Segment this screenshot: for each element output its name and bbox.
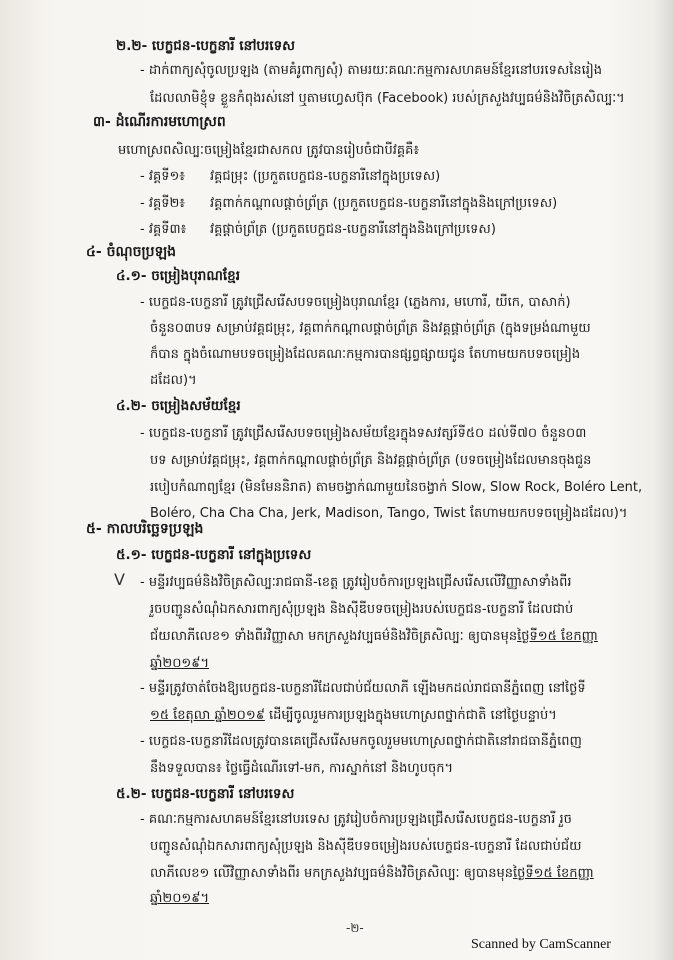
page-number: -២- bbox=[346, 921, 364, 935]
round-1-text: វគ្គជម្រុះ (ប្រកួតបេក្ខជន-បេក្ខនារីនៅក្នុងប្រទេស) bbox=[210, 169, 441, 184]
section-4-2-line: Boléro, Cha Cha Cha, Jerk, Madison, Tango, Twist តែហាមយកបទចម្រៀងដដែល)។ bbox=[150, 506, 628, 521]
section-5-1-bullet-2-line: - មន្ទីរត្រូវចាត់ចែងឱ្យបេក្ខជន-បេក្ខនារីដែលជាប់ជ័យលាភី ឡើងមកដល់រាជធានីភ្នំពេញ នៅថ្ងៃទី bbox=[140, 681, 586, 696]
section-4-2-line: - បេក្ខជន-បេក្ខនារី ត្រូវជ្រើសរើសបទចម្រៀងសម័យខ្មែរក្នុងទសវត្សរ៍ទី៥០ ដល់ទី៧០ ចំនួន០៣ bbox=[140, 426, 587, 441]
section-4-2-line: របៀបកំណាព្យខ្មែរ (មិនមែននិរាត) តាមចង្វាក់ណាមួយនៃចង្វាក់ Slow, Slow Rock, Boléro Lent, bbox=[150, 480, 643, 495]
section-5-2-line: - គណៈកម្មការសហគមន៍ខ្មែរនៅបរទេស ត្រូវរៀបចំការប្រឡងជ្រើសរើសបេក្ខជន-បេក្ខនារី រួច bbox=[140, 812, 572, 827]
section-5-1-bullet-1-line: - មន្ទីរវប្បធម៌និងវិចិត្រសិល្បៈរាជធានី-ខេត្ត ត្រូវរៀបចំការប្រឡងជ្រើសរើសលើវិញ្ញាសាទាំងពីរ bbox=[140, 575, 572, 590]
deadline-date: ថ្ងៃទី១៥ ខែកញ្ញា bbox=[517, 629, 598, 644]
section-4-heading: ៤- ចំណុចប្រឡង bbox=[86, 244, 177, 260]
round-3-text: វគ្គផ្ដាច់ព្រ័ត្រ (ប្រកួតបេក្ខជន-បេក្ខនារីនៅក្នុងនិងក្រៅប្រទេស) bbox=[210, 222, 496, 237]
section-5-1-bullet-3-line: នឹងទទួលបាន៖ ថ្លៃធ្វើដំណើរទៅ-មក, ការស្នាក់នៅ និងហូបចុក។ bbox=[150, 761, 454, 776]
section-4-1-line: ក៏បាន ក្នុងចំណោមបទចម្រៀងដែលគណៈកម្មការបានផ្សព្វផ្សាយជូន តែហាមយកបទចម្រៀង bbox=[150, 347, 581, 362]
section-4-2-line: បទ សម្រាប់វគ្គជម្រុះ, វគ្គពាក់កណ្ដាលផ្ដាច់ព្រ័ត្រ និងវគ្គផ្ដាច់ព្រ័ត្រ (បទចម្រៀងដែលមានចុងជួន bbox=[150, 453, 592, 468]
section-5-1-heading: ៥.១- បេក្ខជន-បេក្ខនារី នៅក្នុងប្រទេស bbox=[116, 547, 312, 563]
deadline-date: ថ្ងៃទី១៥ ខែកញ្ញា bbox=[513, 866, 594, 881]
section-5-1-bullet-2-line bbox=[150, 707, 557, 725]
handwritten-check-mark: V bbox=[114, 570, 125, 589]
section-3-intro: មហោស្រពសិល្បៈចម្រៀងខ្មែរជាសកល ត្រូវបានរៀបចំជាបីវគ្គគឺ៖ bbox=[118, 143, 420, 158]
deadline-year: ឆ្នាំ២០១៩។ bbox=[150, 891, 210, 906]
section-5-heading: ៥- កាលបរិច្ឆេទប្រឡង bbox=[86, 521, 204, 537]
section-5-2-line: បញ្ជូនសំណុំឯកសារពាក្យសុំប្រឡង និងស៊ីឌីបទចម្រៀងរបស់បេក្ខជន-បេក្ខនារី ដែលជាប់ជ័យ bbox=[150, 839, 582, 854]
section-4-1-heading: ៤.១- ចម្រៀងបុរាណខ្មែរ bbox=[116, 268, 240, 284]
section-4-1-line: ដដែល)។ bbox=[150, 373, 197, 388]
section-2-2-text-line: ដែលលាមិខ្ញុំទ ខ្លួនកំពុងរស់នៅ ឬតាមហ្វេសប៊ុក (Facebook) របស់ក្រសួងវប្បធម៌និងវិចិត្រសិល្បៈ។ bbox=[150, 91, 625, 106]
section-5-1-text: ជ័យលាភីលេខ១ ទាំងពីរវិញ្ញាសា មកក្រសួងវប្បធម៌និងវិចិត្រសិល្បៈ ឲ្យបានមុន bbox=[150, 629, 518, 644]
section-2-2-heading: ២.២- បេក្ខជន-បេក្ខនារី នៅបរទេស bbox=[116, 38, 295, 54]
section-5-2-line bbox=[150, 865, 594, 883]
section-4-2-heading: ៤.២- ចម្រៀងសម័យខ្មែរ bbox=[116, 398, 241, 414]
section-3-heading: ៣- ដំណើរការមហោស្រព bbox=[93, 114, 226, 130]
round-1-label: - វគ្គទី១៖ bbox=[140, 169, 186, 184]
section-5-1-bullet-1-line: រួចបញ្ជូនសំណុំឯកសារពាក្យសុំប្រឡង និងស៊ីឌីបទចម្រៀងរបស់បេក្ខជន-បេក្ខនារី ដែលជាប់ bbox=[150, 602, 574, 617]
round-3-label: - វគ្គទី៣៖ bbox=[140, 222, 187, 237]
scanner-watermark: Scanned by CamScanner bbox=[471, 937, 611, 952]
round-2-label: - វគ្គទី២៖ bbox=[140, 196, 186, 211]
section-5-2-heading: ៥.២- បេក្ខជន-បេក្ខនារី នៅបរទេស bbox=[116, 786, 295, 802]
arrival-date: ១៥ ខែតុលា ឆ្នាំ២០១៩ bbox=[150, 708, 265, 723]
section-4-1-line: - បេក្ខជន-បេក្ខនារី ត្រូវជ្រើសរើសបទចម្រៀងបុរាណខ្មែរ (ភ្លេងការ, មហោរី, យីកេ, បាសាក់) bbox=[140, 295, 571, 310]
scan-edge-shadow bbox=[653, 0, 673, 960]
section-5-1-bullet-1-line bbox=[150, 628, 598, 646]
section-4-1-line: ចំនួន០៣បទ សម្រាប់វគ្គជម្រុះ, វគ្គពាក់កណ្ដាលផ្ដាច់ព្រ័ត្រ និងវគ្គផ្ដាច់ព្រ័ត្រ (ក្នុងទម្រង់ណាមួយ bbox=[150, 321, 591, 336]
section-2-2-text-line: - ដាក់ពាក្យសុំចូលប្រឡង (តាមគំរូពាក្យសុំ) តាមរយៈគណៈកម្មការសហគមន៍ខ្មែរនៅបរទេសនៃរៀង bbox=[140, 63, 602, 78]
section-5-1-text: ដើម្បីចូលរួមការប្រឡងក្នុងមហោស្រពថ្នាក់ជាតិ នៅថ្ងៃបន្ទាប់។ bbox=[264, 708, 557, 723]
round-2-text: វគ្គពាក់កណ្ដាលផ្ដាច់ព្រ័ត្រ (ប្រកួតបេក្ខជន-បេក្ខនារីនៅក្នុងនិងក្រៅប្រទេស) bbox=[210, 196, 558, 211]
section-5-2-text: លាភីលេខ១ លើវិញ្ញាសាទាំងពីរ មកក្រសួងវប្បធម៌និងវិចិត្រសិល្បៈ ឲ្យបានមុន bbox=[150, 866, 514, 881]
section-5-1-bullet-3-line: - បេក្ខជន-បេក្ខនារីដែលត្រូវបានគេជ្រើសរើសមកចូលរួមមហោស្រពថ្នាក់ជាតិនៅរាជធានីភ្នំពេញ bbox=[140, 734, 582, 749]
deadline-year: ឆ្នាំ២០១៩។ bbox=[150, 656, 210, 671]
